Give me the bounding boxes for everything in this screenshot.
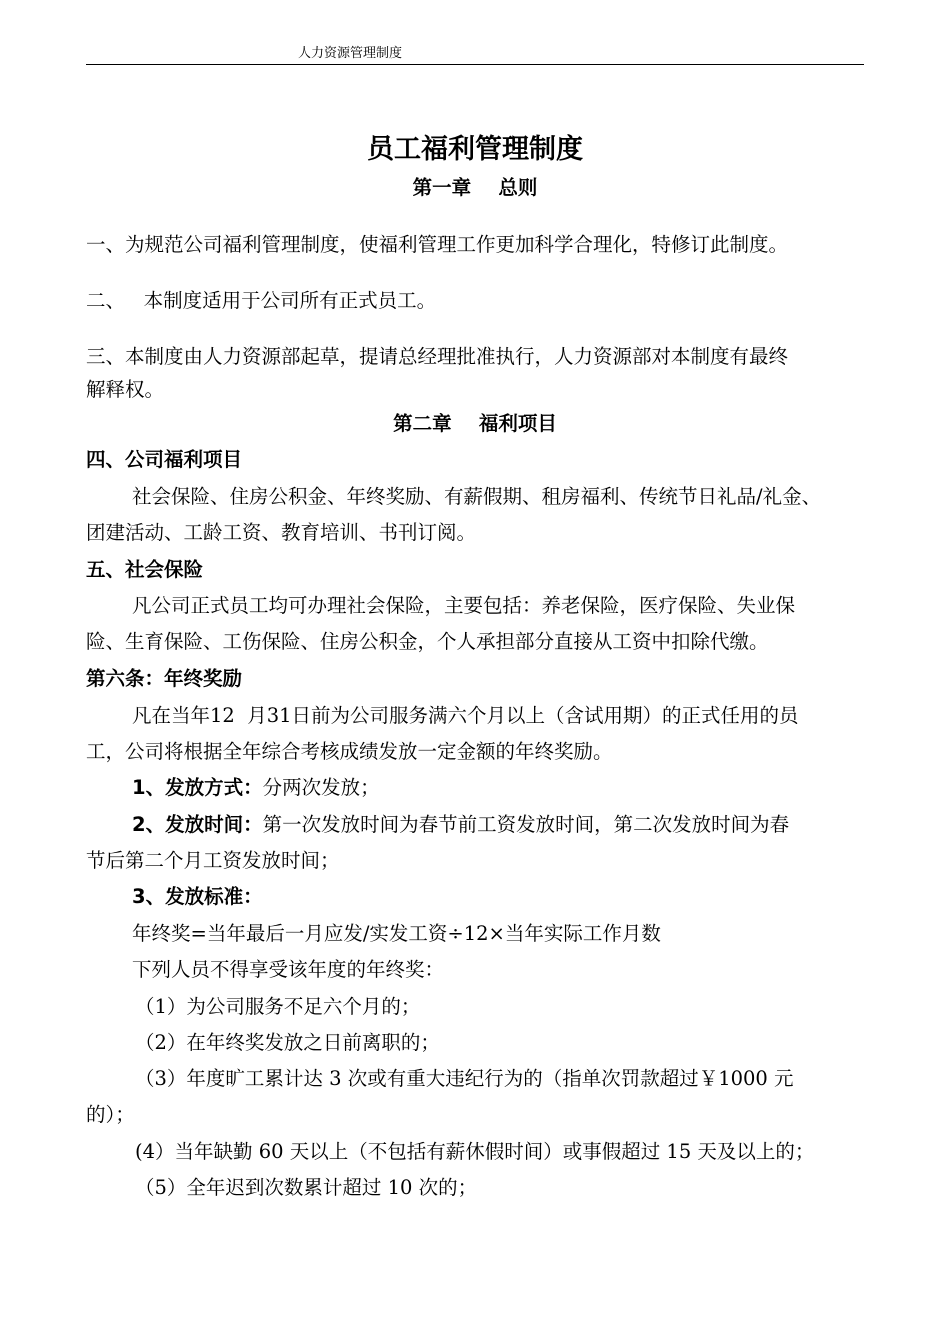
- exclusion-1: （1）为公司服务不足六个月的；: [135, 995, 421, 1018]
- section-4-line-1: 社会保险、住房公积金、年终奖励、有薪假期、租房福利、传统节日礼品/礼金、: [132, 485, 822, 508]
- section-6-line-2: 工，公司将根据全年综合考核成绩发放一定金额的年终奖励。: [86, 740, 613, 763]
- exclusion-5: （5）全年迟到次数累计超过 10 次的；: [135, 1176, 478, 1199]
- article-3-line-1: 三、本制度由人力资源部起草，提请总经理批准执行，人力资源部对本制度有最终: [86, 345, 789, 368]
- item-2-text: 第一次发放时间为春节前工资发放时间，第二次发放时间为春: [262, 813, 790, 836]
- item-1-label: 1、发放方式：: [132, 776, 263, 799]
- item-2-label: 2、发放时间：: [132, 813, 263, 836]
- section-4-line-2: 团建活动、工龄工资、教育培训、书刊订阅。: [86, 521, 477, 544]
- article-1: 一、为规范公司福利管理制度，使福利管理工作更加科学合理化，特修订此制度。: [86, 233, 789, 256]
- item-1: [132, 775, 380, 801]
- exclusion-intro: 下列人员不得享受该年度的年终奖：: [132, 958, 445, 981]
- section-5-heading: 五、社会保险: [86, 558, 204, 581]
- header-rule: [86, 64, 864, 65]
- exclusion-2: （2）在年终奖发放之日前离职的；: [135, 1031, 440, 1054]
- article-3-line-2: 解释权。: [86, 378, 165, 401]
- section-4-heading: 四、公司福利项目: [86, 448, 243, 471]
- section-6-line-1: 凡在当年12 月31日前为公司服务满六个月以上（含试用期）的正式任用的员: [132, 704, 799, 727]
- section-5-line-1: 凡公司正式员工均可办理社会保险，主要包括：养老保险，医疗保险、失业保: [132, 594, 796, 617]
- bonus-formula: 年终奖=当年最后一月应发/实发工资÷12×当年实际工作月数: [132, 922, 661, 945]
- chapter-heading-general: 第一章 总则: [412, 176, 538, 199]
- exclusion-3-line-1: （3）年度旷工累计达 3 次或有重大违纪行为的（指单次罚款超过￥1000 元: [135, 1067, 794, 1090]
- item-1-text: 分两次发放；: [262, 776, 380, 799]
- item-2-line-2: 节后第二个月工资发放时间；: [86, 849, 340, 872]
- section-6-heading: 第六条：年终奖励: [86, 667, 243, 690]
- exclusion-3-line-2: 的）；: [86, 1103, 135, 1126]
- document-title: 员工福利管理制度: [367, 134, 583, 165]
- section-5-line-2: 险、生育保险、工伤保险、住房公积金，个人承担部分直接从工资中扣除代缴。: [86, 630, 769, 653]
- running-header: 人力资源管理制度: [298, 46, 403, 61]
- item-2: [132, 812, 789, 838]
- item-3-label: 3、发放标准：: [132, 885, 263, 908]
- article-2: 二、 本制度适用于公司所有正式员工。: [86, 289, 437, 312]
- chapter-heading-benefits: 第二章 福利项目: [393, 412, 557, 435]
- exclusion-4: (4）当年缺勤 60 天以上（不包括有薪休假时间）或事假超过 15 天及以上的；: [135, 1140, 815, 1163]
